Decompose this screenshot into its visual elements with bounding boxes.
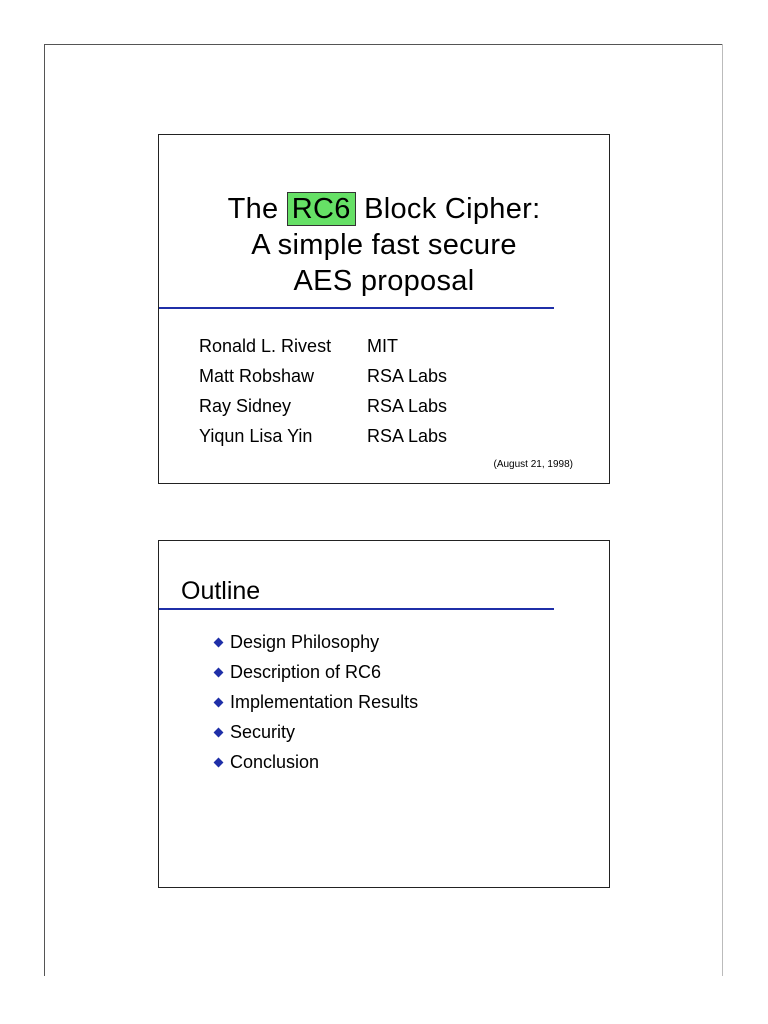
- list-item: [215, 717, 418, 747]
- list-item-label: Design Philosophy: [230, 632, 380, 652]
- page-border-right: [722, 44, 723, 976]
- author-affiliation: RSA Labs: [367, 366, 448, 386]
- title-prefix: The: [227, 193, 279, 225]
- outline-underline: [159, 608, 554, 610]
- author-name: Ronald L. Rivest: [199, 336, 332, 356]
- author-affiliation: MIT: [367, 336, 398, 356]
- list-item-label: Security: [230, 722, 296, 742]
- author-name: Ray Sidney: [199, 396, 292, 416]
- list-item: [215, 687, 418, 717]
- slide-title: [159, 191, 609, 299]
- title-line-3: AES proposal: [293, 265, 475, 297]
- list-item-label: Implementation Results: [230, 692, 419, 712]
- author-name: Matt Robshaw: [199, 366, 315, 386]
- diamond-bullet-icon: [214, 727, 224, 737]
- title-underline: [159, 307, 554, 309]
- author-row: [199, 331, 487, 361]
- outline-title: Outline: [181, 577, 261, 605]
- page-border-top: [44, 44, 723, 45]
- diamond-bullet-icon: [214, 667, 224, 677]
- list-item-label: Description of RC6: [230, 662, 382, 682]
- diamond-bullet-icon: [214, 637, 224, 647]
- outline-slide: [158, 540, 610, 888]
- author-row: [199, 361, 487, 391]
- list-item-label: Conclusion: [230, 752, 320, 772]
- list-item: [215, 747, 418, 777]
- author-name: Yiqun Lisa Yin: [199, 426, 313, 446]
- list-item: [215, 657, 418, 687]
- page-border-left: [44, 44, 45, 976]
- author-affiliation: RSA Labs: [367, 426, 448, 446]
- title-suffix: Block Cipher:: [364, 193, 541, 225]
- author-row: [199, 391, 487, 421]
- title-slide: [158, 134, 610, 484]
- diamond-bullet-icon: [214, 757, 224, 767]
- title-highlight: RC6: [287, 192, 356, 226]
- outline-list: [215, 627, 418, 777]
- slide-date: (August 21, 1998): [493, 459, 573, 470]
- author-row: [199, 421, 487, 451]
- title-line-1: [159, 191, 609, 227]
- author-list: [199, 331, 487, 451]
- diamond-bullet-icon: [214, 697, 224, 707]
- author-affiliation: RSA Labs: [367, 396, 448, 416]
- title-line-2: A simple fast secure: [251, 229, 517, 261]
- list-item: [215, 627, 418, 657]
